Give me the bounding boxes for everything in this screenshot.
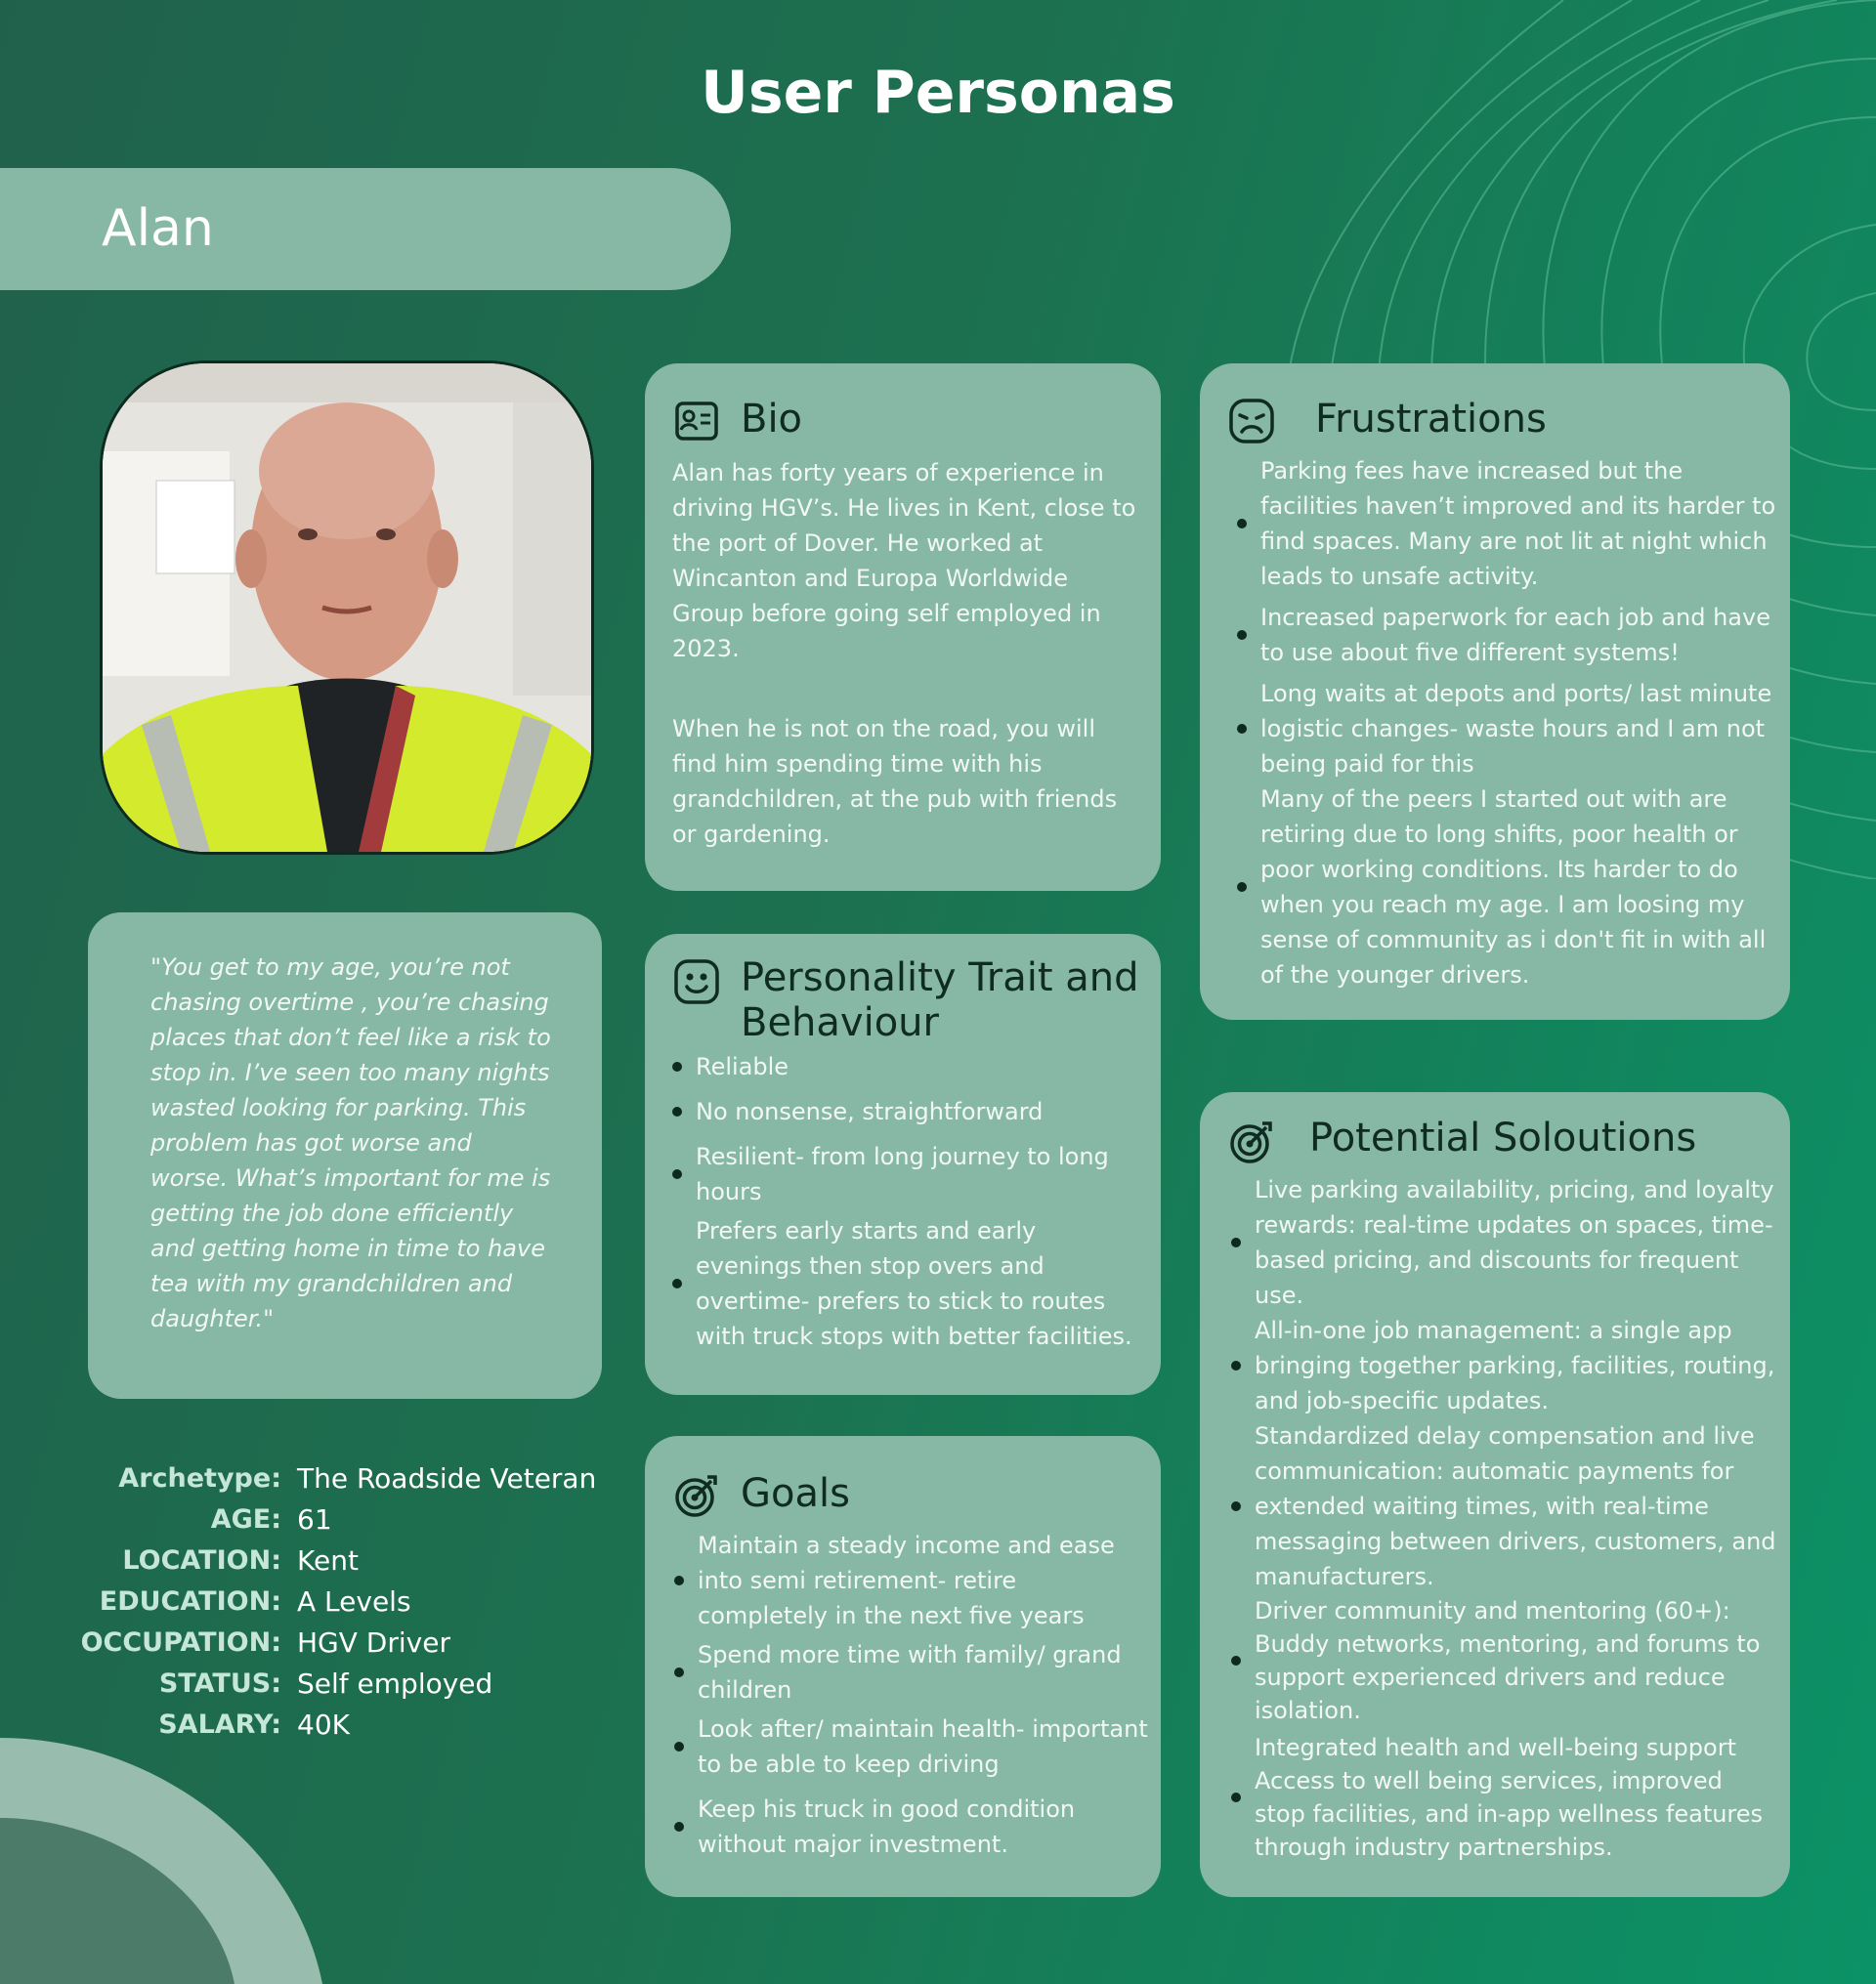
page-title: User Personas: [701, 59, 1175, 127]
solutions-title: Potential Soloutions: [1309, 1116, 1697, 1161]
target-icon: [672, 1471, 721, 1520]
fact-location: [78, 1540, 596, 1581]
persona-name-banner: [0, 168, 731, 290]
solutions-list: [1229, 1172, 1776, 1864]
list-item: All-in-one job management: a single app bringing together parking, facilities, routing, and job-specific updates.: [1229, 1313, 1776, 1418]
target-icon: [1227, 1118, 1276, 1166]
fact-label: EDUCATION:: [99, 1585, 281, 1617]
list-item: Maintain a steady income and ease into semi retirement- retire completely in the next five years: [672, 1528, 1151, 1633]
list-item: Long waits at depots and ports/ last minute logistic changes- waste hours and I am not being paid for this: [1235, 676, 1778, 781]
id-card-icon: [672, 397, 721, 445]
bio-title: Bio: [741, 397, 803, 442]
list-item: Increased paperwork for each job and have to use about five different systems!: [1235, 600, 1778, 670]
smiley-face-icon: [672, 957, 721, 1006]
fact-label: AGE:: [210, 1503, 281, 1535]
solutions-card: [1200, 1092, 1790, 1897]
goals-title: Goals: [741, 1471, 850, 1516]
fact-value: Kent: [297, 1543, 359, 1577]
goals-list: [672, 1528, 1151, 1862]
persona-quote: "You get to my age, you’re not chasing overtime , you’re chasing places that don’t feel like a risk to stop in. I’ve seen too many nights wasted looking for parking. This problem has got worse and worse. What’s important for me is getting the job done efficiently and getting home in time to have tea with my grandchildren and daughter.": [150, 953, 551, 1332]
fact-archetype: [78, 1457, 596, 1499]
fact-label: SALARY:: [158, 1709, 281, 1740]
goals-card: [645, 1436, 1161, 1897]
fact-label: OCCUPATION:: [80, 1626, 281, 1658]
personality-list: [670, 1049, 1149, 1354]
bio-paragraph: Alan has forty years of experience in driving HGV’s. He lives in Kent, close to the port of Dover. He worked at Wincanton and Europa Worldwide Group before going self employed in 2023.: [672, 459, 1136, 662]
fact-value: HGV Driver: [297, 1625, 450, 1659]
list-item: No nonsense, straightforward: [670, 1094, 1149, 1129]
persona-photo: [100, 360, 594, 855]
frustrations-title: Frustrations: [1315, 397, 1547, 442]
frustrations-card: [1200, 363, 1790, 1020]
fact-value: 40K: [297, 1708, 350, 1741]
persona-facts: [78, 1457, 596, 1745]
fact-label: LOCATION:: [122, 1544, 281, 1576]
frustrations-list: [1235, 453, 1778, 992]
fact-occupation: [78, 1622, 596, 1663]
fact-status: [78, 1663, 596, 1704]
fact-salary: [78, 1704, 596, 1745]
list-item: Driver community and mentoring (60+): Buddy networks, mentoring, and forums to support experienced drivers and reduce isolation.: [1229, 1594, 1776, 1727]
persona-quote-card: [88, 912, 602, 1399]
fact-value: The Roadside Veteran: [297, 1461, 597, 1495]
list-item: Live parking availability, pricing, and loyalty rewards: real-time updates on spaces, time-based pricing, and discounts for frequent use.: [1229, 1172, 1776, 1313]
frustrated-face-icon: [1227, 397, 1276, 445]
list-item: Keep his truck in good condition without major investment.: [672, 1792, 1151, 1862]
fact-age: [78, 1499, 596, 1540]
personality-title: Personality Trait and Behaviour: [741, 955, 1139, 1045]
list-item: Reliable: [670, 1049, 1149, 1084]
list-item: Integrated health and well-being support Access to well being services, improved stop facilities, and in-app wellness features through industry partnerships.: [1229, 1731, 1776, 1864]
list-item: Prefers early starts and early evenings then stop overs and overtime- prefers to stick to routes with truck stops with better facilities.: [670, 1213, 1149, 1354]
bio-paragraph: When he is not on the road, you will find him spending time with his grandchildren, at the pub with friends or gardening.: [672, 715, 1118, 848]
list-item: Many of the peers I started out with are retiring due to long shifts, poor health or poor working conditions. Its harder to do when you reach my age. I am loosing my sense of community as i don't fit in with all of the younger drivers.: [1235, 781, 1778, 992]
fact-value: Self employed: [297, 1667, 493, 1700]
persona-name: Alan: [102, 199, 214, 258]
bio-card: [645, 363, 1161, 891]
fact-label: STATUS:: [158, 1667, 281, 1699]
fact-value: 61: [297, 1502, 332, 1536]
list-item: Resilient- from long journey to long hours: [670, 1139, 1149, 1209]
fact-value: A Levels: [297, 1584, 411, 1618]
persona-photo-illustration: [103, 363, 591, 852]
personality-card: [645, 934, 1161, 1395]
fact-education: [78, 1581, 596, 1622]
list-item: Look after/ maintain health- important to be able to keep driving: [672, 1711, 1151, 1782]
list-item: Parking fees have increased but the facilities haven’t improved and its harder to find spaces. Many are not lit at night which leads to unsafe activity.: [1235, 453, 1778, 594]
fact-label: Archetype:: [118, 1462, 281, 1494]
list-item: Spend more time with family/ grand children: [672, 1637, 1151, 1708]
list-item: Standardized delay compensation and live communication: automatic payments for extended waiting times, with real-time messaging between drivers, customers, and manufacturers.: [1229, 1418, 1776, 1594]
